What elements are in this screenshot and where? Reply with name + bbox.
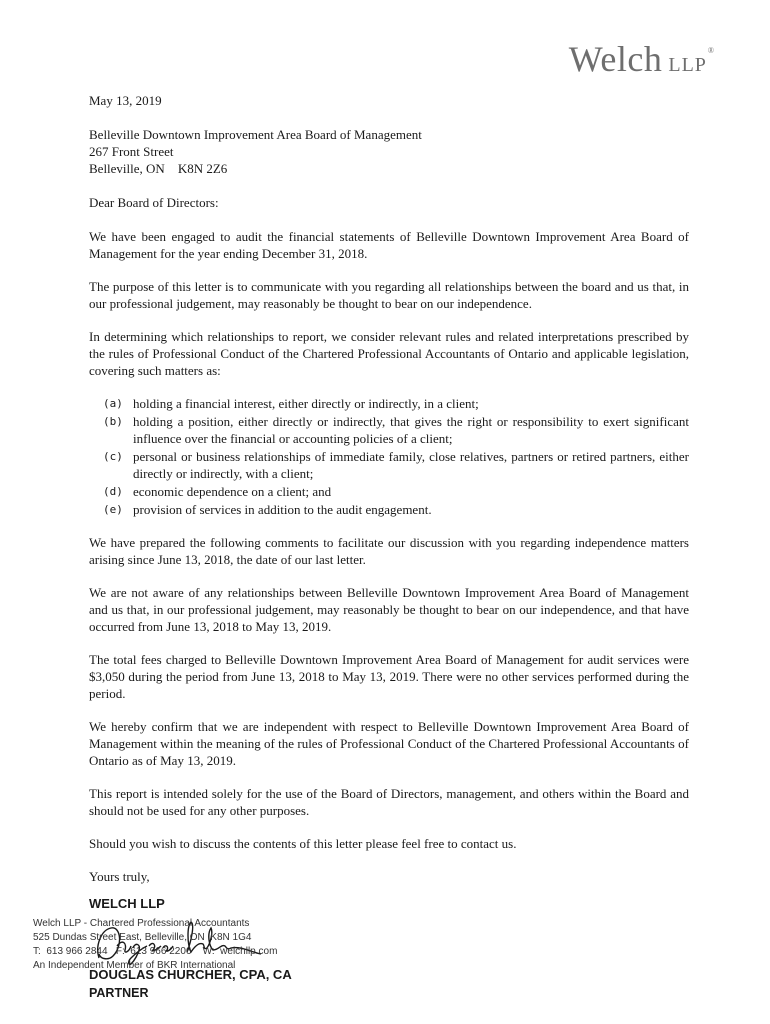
footer-line-membership: An Independent Member of BKR International (33, 960, 236, 971)
list-text: provision of services in addition to the audit engagement. (133, 502, 432, 517)
footer-line-firm: Welch LLP - Chartered Professional Accountants (33, 918, 250, 929)
salutation: Dear Board of Directors: (89, 195, 219, 210)
list-marker: (c) (103, 450, 123, 463)
registered-mark: ® (707, 46, 714, 55)
list-item (89, 501, 689, 518)
list-text: holding a position, either directly or indirectly, that gives the right or responsibility to exert significant influence over the financial or accounting policies of a client; (133, 414, 689, 446)
recipient-name: Belleville Downtown Improvement Area Board of Management (89, 127, 422, 142)
recipient-address (89, 126, 689, 177)
recipient-city: Belleville, ON K8N 2Z6 (89, 161, 228, 176)
list-marker: (a) (103, 397, 123, 410)
independence-matters-list (89, 395, 689, 518)
signer-title: PARTNER (89, 986, 149, 1000)
list-marker: (d) (103, 485, 123, 498)
footer-line-address: 525 Dundas Street East, Belleville, ON K8N 1G4 (33, 932, 252, 943)
list-item (89, 413, 689, 447)
list-text: holding a financial interest, either directly or indirectly, in a client; (133, 396, 479, 411)
paragraph-comments: We have prepared the following comments to facilitate our discussion with you regarding independence matters arising since June 13, 2018, the date of our last letter. (89, 535, 689, 567)
letterhead-footer (33, 917, 277, 973)
list-text: economic dependence on a client; and (133, 484, 332, 499)
list-item (89, 448, 689, 482)
closing: Yours truly, (89, 869, 150, 884)
paragraph-relationships: We are not aware of any relationships between Belleville Downtown Improvement Area Board of Management and us that, in our professional judgement, may reasonably be thought to bear on our independence, and that have occurred from June 13, 2018 to May 13, 2019. (89, 585, 689, 634)
company-logo (569, 38, 714, 80)
paragraph-fees: The total fees charged to Belleville Downtown Improvement Area Board of Management for audit services were $3,050 during the period from June 13, 2018 to May 13, 2019. There were no other services performed during the period. (89, 652, 689, 701)
logo-suffix: LLP (668, 54, 707, 76)
firm-name: WELCH LLP (89, 896, 165, 911)
paragraph-intended-use: This report is intended solely for the use of the Board of Directors, management, and others within the Board and should not be used for any other purposes. (89, 786, 689, 818)
paragraph-contact: Should you wish to discuss the contents of this letter please feel free to contact us. (89, 836, 517, 851)
letter-date: May 13, 2019 (89, 93, 162, 108)
paragraph-engagement: We have been engaged to audit the financial statements of Belleville Downtown Improvement Area Board of Management for the year ending December 31, 2018. (89, 229, 689, 261)
paragraph-determining: In determining which relationships to report, we consider relevant rules and related interpretations prescribed by the rules of Professional Conduct of the Chartered Professional Accountants of Ontario and applicable legislation, covering such matters as: (89, 329, 689, 378)
list-marker: (b) (103, 415, 123, 428)
signer-name: DOUGLAS CHURCHER, CPA, CA (89, 967, 292, 982)
logo-main-text: Welch (568, 39, 663, 79)
paragraph-confirmation: We hereby confirm that we are independent with respect to Belleville Downtown Improvement Area Board of Management within the meaning of the rules of Professional Conduct of the Chartered Professional Accountants of Ontario as of May 13, 2019. (89, 719, 689, 768)
recipient-street: 267 Front Street (89, 144, 174, 159)
paragraph-purpose: The purpose of this letter is to communicate with you regarding all relationships between the board and us that, in our professional judgement, may reasonably be thought to bear on our independence. (89, 279, 689, 311)
list-text: personal or business relationships of immediate family, close relatives, partners or retired partners, either directly or indirectly, with a client; (133, 449, 689, 481)
list-marker: (e) (103, 503, 123, 516)
letter-body (89, 92, 689, 1005)
list-item (89, 395, 689, 412)
list-item (89, 483, 689, 500)
footer-line-contact: T: 613 966 2844 F: 613 966 2206 W: welchllp.com (33, 946, 278, 957)
